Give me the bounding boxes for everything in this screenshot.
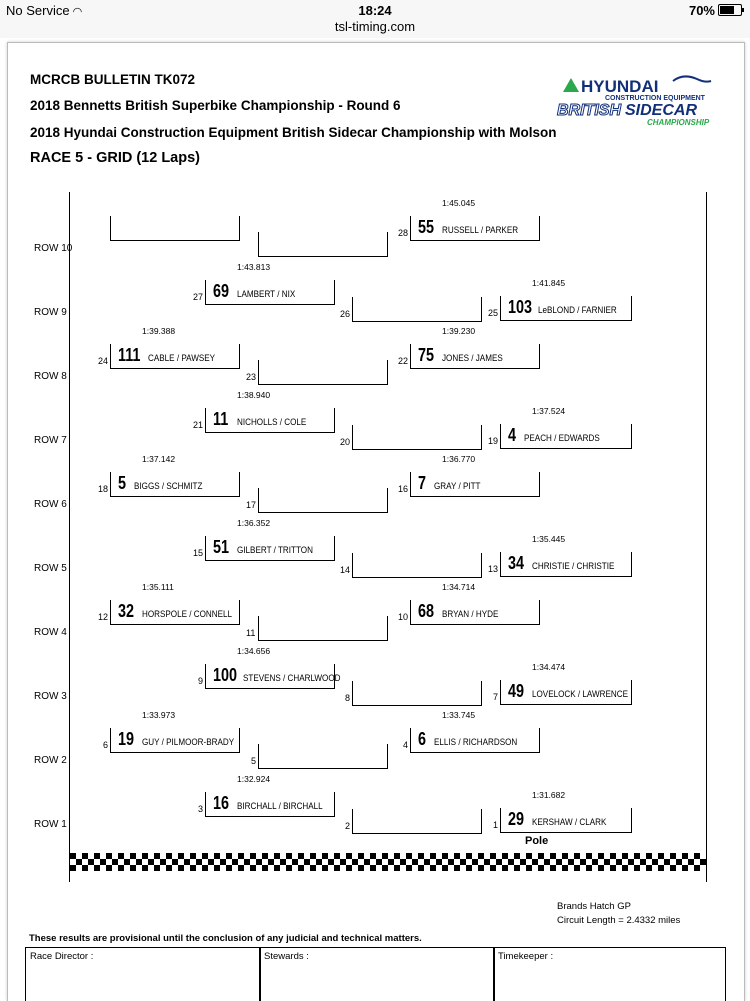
sidecar-number: 19 xyxy=(118,729,135,749)
qualifying-time: 1:43.813 xyxy=(237,262,271,272)
qualifying-time: 1:31.682 xyxy=(532,790,566,800)
crew-names: ELLIS / RICHARDSON xyxy=(434,737,518,747)
pole-label: Pole xyxy=(525,835,549,847)
grid-position: 9 xyxy=(198,676,204,686)
race-director-label: Race Director : xyxy=(30,951,94,962)
qualifying-time: 1:34.714 xyxy=(442,582,476,592)
grid-position: 19 xyxy=(488,436,499,446)
race-director-box xyxy=(25,947,261,1001)
chequered-start-line xyxy=(70,853,706,871)
sidecar-number: 111 xyxy=(118,345,141,365)
crew-names: KERSHAW / CLARK xyxy=(532,817,607,827)
track-edge-right xyxy=(706,192,707,882)
timekeeper-box xyxy=(493,947,726,1001)
crew-names: RUSSELL / PARKER xyxy=(442,225,519,235)
grid-position: 4 xyxy=(403,740,409,750)
sidecar-number: 5 xyxy=(118,473,127,493)
qualifying-time: 1:45.045 xyxy=(442,198,476,208)
grid-slot xyxy=(352,297,482,322)
grid-position: 25 xyxy=(488,308,499,318)
grid-position: 23 xyxy=(246,372,257,382)
grid-position: 22 xyxy=(398,356,409,366)
sidecar-number: 29 xyxy=(508,809,525,829)
crew-names: LOVELOCK / LAWRENCE xyxy=(532,689,629,699)
grid-slot xyxy=(258,232,388,257)
qualifying-time: 1:37.142 xyxy=(142,454,176,464)
crew-names: LeBLOND / FARNIER xyxy=(538,305,617,315)
battery-status xyxy=(689,3,742,18)
carrier-label: No Service xyxy=(6,3,70,18)
row-label: ROW 8 xyxy=(34,371,67,382)
championship-title: 2018 Bennetts British Superbike Championship - Round 6 xyxy=(30,98,401,113)
status-bar xyxy=(0,0,750,38)
grid-position: 18 xyxy=(98,484,109,494)
row-label: ROW 4 xyxy=(34,627,67,638)
grid-slot xyxy=(258,360,388,385)
grid-slot xyxy=(258,744,388,769)
grid-position: 11 xyxy=(246,628,256,638)
sidecar-championship-title: 2018 Hyundai Construction Equipment British Sidecar Championship with Molson xyxy=(30,125,557,140)
address-bar-url[interactable]: tsl-timing.com xyxy=(334,19,416,34)
qualifying-time: 1:38.940 xyxy=(237,390,271,400)
crew-names: BIGGS / SCHMITZ xyxy=(134,481,203,491)
qualifying-time: 1:34.656 xyxy=(237,646,271,656)
sidecar-number: 51 xyxy=(213,537,230,557)
sidecar-number: 68 xyxy=(418,601,435,621)
crew-names: GUY / PILMOOR-BRADY xyxy=(142,737,235,747)
stewards-box xyxy=(259,947,495,1001)
sidecar-number: 69 xyxy=(213,281,230,301)
grid-slot xyxy=(352,553,482,578)
grid-position: 15 xyxy=(193,548,204,558)
qualifying-time: 1:33.973 xyxy=(142,710,176,720)
row-label: ROW 10 xyxy=(34,243,73,254)
sidecar-number: 49 xyxy=(508,681,525,701)
track-edge-left xyxy=(69,192,70,882)
grid-position: 5 xyxy=(251,756,257,766)
qualifying-time: 1:41.845 xyxy=(532,278,566,288)
crew-names: HORSPOLE / CONNELL xyxy=(142,609,233,619)
logo-sidecar-swoosh-icon xyxy=(673,76,711,81)
crew-names: STEVENS / CHARLWOOD xyxy=(243,673,341,683)
venue-name: Brands Hatch GP xyxy=(557,901,631,912)
qualifying-time: 1:36.352 xyxy=(237,518,271,528)
row-label: ROW 5 xyxy=(34,563,67,574)
grid-slot xyxy=(258,488,388,513)
crew-names: CABLE / PAWSEY xyxy=(148,353,216,363)
timekeeper-label: Timekeeper : xyxy=(498,951,554,962)
grid-slot xyxy=(352,809,482,834)
grid-position: 13 xyxy=(488,564,499,574)
grid-position: 2 xyxy=(345,821,351,831)
logo-british: BRITISH xyxy=(557,102,621,119)
grid-position: 17 xyxy=(246,500,257,510)
grid-position: 12 xyxy=(98,612,109,622)
row-label: ROW 3 xyxy=(34,691,67,702)
sidecar-number: 103 xyxy=(508,297,533,317)
grid-position: 3 xyxy=(198,804,204,814)
hyundai-british-sidecar-logo xyxy=(555,75,723,127)
qualifying-time: 1:39.230 xyxy=(442,326,476,336)
stewards-label: Stewards : xyxy=(264,951,309,962)
grid-position: 21 xyxy=(193,420,204,430)
grid-slot xyxy=(110,216,240,241)
crew-names: GRAY / PITT xyxy=(434,481,481,491)
grid-position: 27 xyxy=(193,292,204,302)
sidecar-number: 11 xyxy=(213,409,229,429)
sidecar-number: 16 xyxy=(213,793,230,813)
logo-triangle-icon xyxy=(563,78,579,92)
row-label: ROW 1 xyxy=(34,819,67,830)
sidecar-number: 4 xyxy=(508,425,517,445)
provisional-notice: These results are provisional until the conclusion of any judicial and technical matters. xyxy=(29,933,422,944)
qualifying-time: 1:36.770 xyxy=(442,454,476,464)
grid-position: 26 xyxy=(340,309,351,319)
grid-position: 14 xyxy=(340,565,351,575)
grid-position: 8 xyxy=(345,693,351,703)
crew-names: PEACH / EDWARDS xyxy=(524,433,600,443)
grid-position: 1 xyxy=(493,820,499,830)
sidecar-number: 100 xyxy=(213,665,238,685)
qualifying-time: 1:34.474 xyxy=(532,662,566,672)
crew-names: CHRISTIE / CHRISTIE xyxy=(532,561,615,571)
bulletin-number: MCRCB BULLETIN TK072 xyxy=(30,72,196,87)
row-label: ROW 9 xyxy=(34,307,67,318)
row-label: ROW 6 xyxy=(34,499,67,510)
crew-names: GILBERT / TRITTON xyxy=(237,545,313,555)
grid-position: 7 xyxy=(493,692,499,702)
row-label: ROW 2 xyxy=(34,755,67,766)
grid-position: 10 xyxy=(398,612,409,622)
battery-icon xyxy=(718,4,742,16)
qualifying-time: 1:39.388 xyxy=(142,326,176,336)
logo-brand: HYUNDAI xyxy=(581,77,659,96)
wifi-icon: ◠ xyxy=(72,6,83,18)
grid-position: 6 xyxy=(103,740,109,750)
race-title: RACE 5 - GRID (12 Laps) xyxy=(30,150,200,166)
battery-percent: 70% xyxy=(688,3,715,18)
qualifying-time: 1:37.524 xyxy=(532,406,566,416)
logo-sidecar: SIDECAR xyxy=(625,102,698,119)
grid-position: 24 xyxy=(98,356,109,366)
sidecar-number: 6 xyxy=(418,729,427,749)
grid-slot xyxy=(258,616,388,641)
crew-names: LAMBERT / NIX xyxy=(237,289,296,299)
sidecar-number: 75 xyxy=(418,345,435,365)
grid-slot xyxy=(352,425,482,450)
qualifying-time: 1:35.111 xyxy=(142,582,174,592)
sidecar-number: 32 xyxy=(118,601,135,621)
grid-slot xyxy=(352,681,482,706)
sidecar-number: 34 xyxy=(508,553,525,573)
crew-names: JONES / JAMES xyxy=(442,353,503,363)
circuit-length: Circuit Length = 2.4332 miles xyxy=(557,915,681,926)
clock: 18:24 xyxy=(358,3,392,18)
sidecar-number: 55 xyxy=(418,217,435,237)
crew-names: BRYAN / HYDE xyxy=(442,609,499,619)
grid-position: 28 xyxy=(398,228,409,238)
crew-names: BIRCHALL / BIRCHALL xyxy=(237,801,323,811)
qualifying-time: 1:32.924 xyxy=(237,774,271,784)
logo-subtitle: CONSTRUCTION EQUIPMENT xyxy=(605,95,705,102)
sidecar-number: 7 xyxy=(418,473,427,493)
grid-position: 16 xyxy=(398,484,409,494)
row-label: ROW 7 xyxy=(34,435,67,446)
logo-championship: CHAMPIONSHIP xyxy=(647,118,710,127)
crew-names: NICHOLLS / COLE xyxy=(237,417,307,427)
grid-position: 20 xyxy=(340,437,351,447)
qualifying-time: 1:33.745 xyxy=(442,710,476,720)
qualifying-time: 1:35.445 xyxy=(532,534,566,544)
